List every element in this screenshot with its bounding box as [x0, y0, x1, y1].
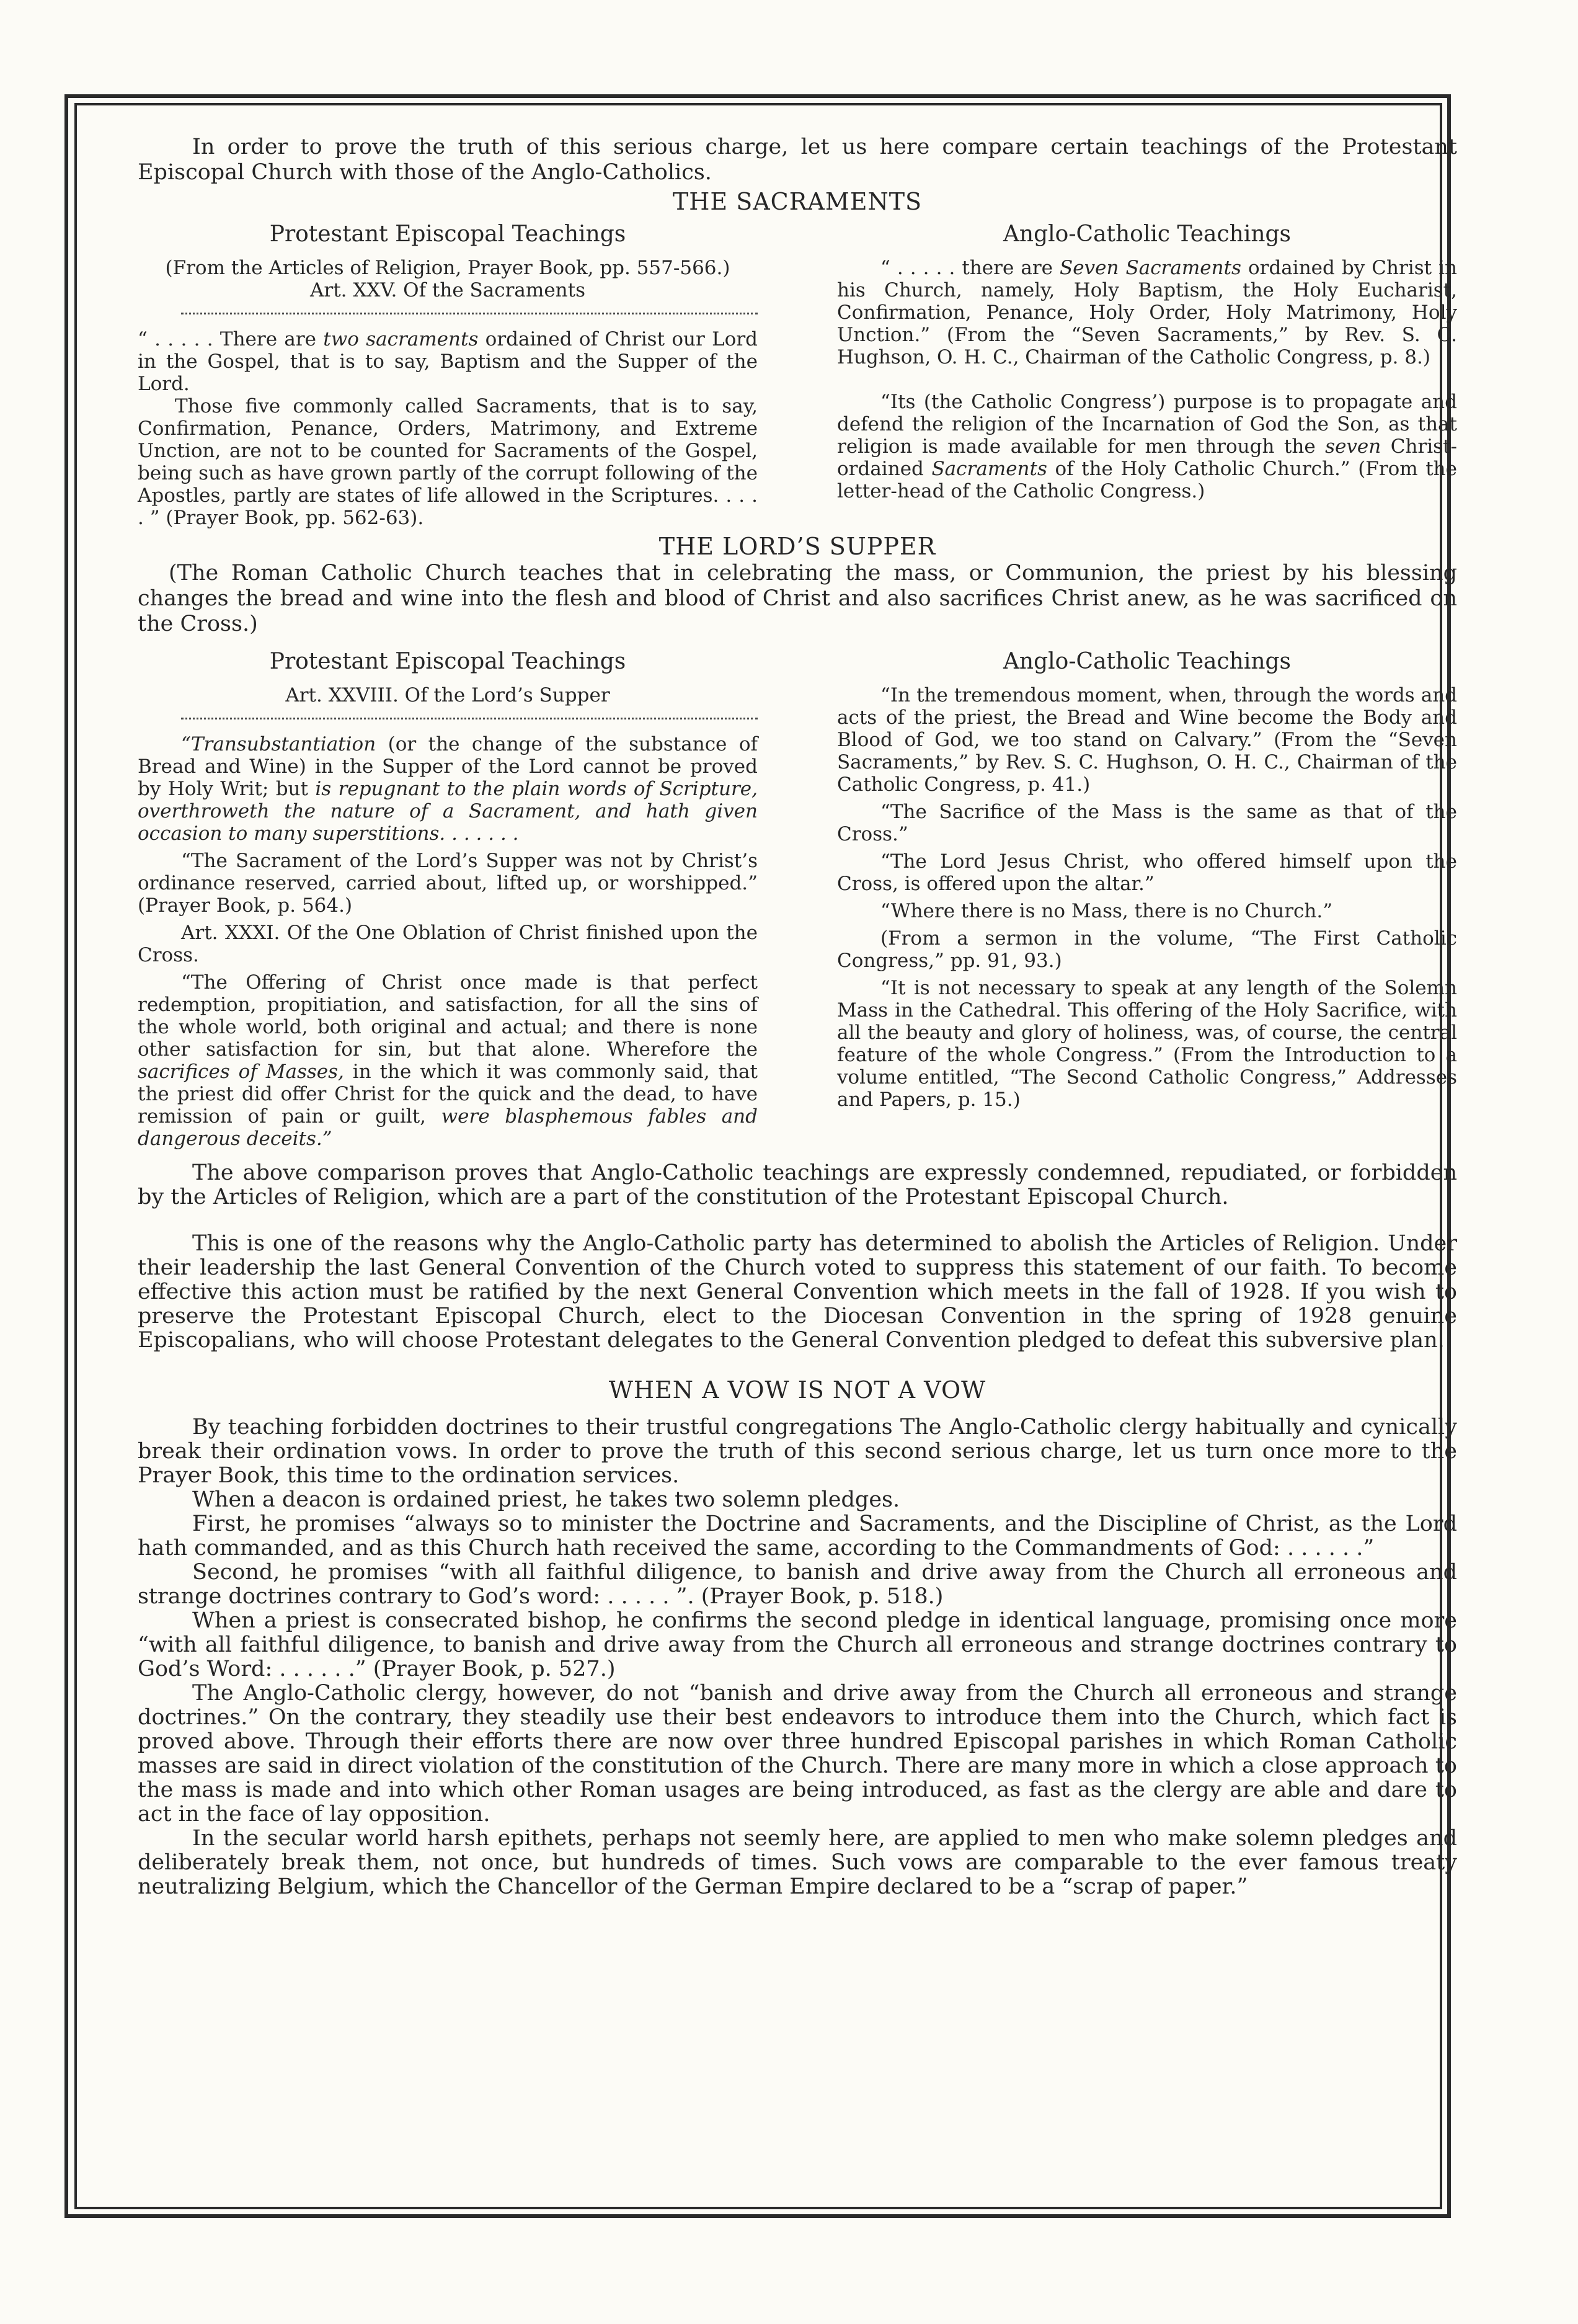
vow-paragraph: When a deacon is ordained priest, he takes two solemn pledges. [192, 1487, 900, 1512]
lords-supper-heading: THE LORD’S SUPPER [658, 533, 936, 560]
abolish-articles-paragraph: This is one of the reasons why the Anglo-Catholic party has determined to abolish the Articles of Religion. Under their leadership the last General Convention of the Church voted to suppress this statement of our faith. To become effective this action must be ratified by the next General Convention which meets in the fall of 1928. If you wish to preserve the Protestant Episcopal Church, elect to the Diocesan Convention in the spring of 1928 genuine Episcopalians, who will choose Protestant delegates to the General Convention pledged to defeat this subversive plan. [138, 1231, 1457, 1353]
anglo-catholic-teachings-title: Anglo-Catholic Teachings [1003, 221, 1292, 247]
sacraments-protestant-column [138, 221, 758, 529]
emphasis: Sacraments [931, 458, 1047, 480]
text: (or the change of the substance of Bread and Wine) in the Supper of the Lord cannot be proved by Holy Writ; but [138, 733, 758, 800]
emphasis: “Transubstantiation [181, 733, 376, 755]
solemn-mass-quote: “It is not necessary to speak at any length of the Solemn Mass in the Cathedral. This offering of the Holy Sacrifice, with all the beauty and glory of holiness, was, of course, the central feature of the whole Congress.” (From the Introduction to a volume entitled, “The Second Catholic Congress,” Addresses and Papers, p. 15.) [837, 977, 1457, 1111]
first-catholic-congress-citation: (From a sermon in the volume, “The First Catholic Congress,” pp. 91, 93.) [837, 927, 1457, 972]
tremendous-moment-quote: “In the tremendous moment, when, through the words and acts of the priest, the Bread and Wine become the Body and Blood of God, we too stand on Calvary.” (From the “Seven Sacraments,” by Rev. S. C. Hughson, O. H. C., Chairman of the Catholic Congress, p. 41.) [837, 684, 1457, 796]
text: of the Holy Catholic Church.” (From the letter-head of the Catholic Congress.) [837, 458, 1457, 502]
anglo-catholic-teachings-title: Anglo-Catholic Teachings [1003, 649, 1292, 674]
transubstantiation-quote [138, 733, 758, 845]
emphasis: seven [1325, 435, 1381, 458]
ellipsis-rule [181, 718, 758, 719]
vow-paragraph: First, he promises “always so to minister the Doctrine and Sacraments, and the Discipline of Christ, as the Lord hath commanded, and as this Church hath received the same, according to the Commandments of God: . . . . . .” [138, 1511, 1457, 1560]
sacrifice-of-mass-quote: “The Sacrifice of the Mass is the same as that of the Cross.” [837, 801, 1457, 845]
lords-supper-anglo-catholic-column [837, 648, 1457, 1155]
article-xxv-quote-2: Those five commonly called Sacraments, that is to say, Confirmation, Penance, Orders, Matrimony, and Extreme Unction, are not to be counted for Sacraments of the Gospel, being such as have grown partly of the corrupt following of the Apostles, partly are states of life allowed in the Scriptures. . . . . ” (Prayer Book, pp. 562-63). [138, 395, 758, 529]
text: ordained by Christ in his Church, namely, Holy Baptism, the Holy Eucharist, Confirmation, Penance, Holy Order, Holy Matrimony, Holy Unction.” (From the “Seven Sacraments,” by Rev. S. C. Hughson, O. H. C., Chairman of the Catholic Congress, p. 8.) [837, 257, 1457, 368]
vow-section [138, 1415, 1457, 1899]
sacrament-not-reserved-quote: “The Sacrament of the Lord’s Supper was not by Christ’s ordinance reserved, carried about, lifted up, or worshipped.” (Prayer Book, p. 564.) [138, 850, 758, 917]
vow-heading: WHEN A VOW IS NOT A VOW [608, 1376, 986, 1404]
text: Christ-ordained [837, 435, 1457, 480]
lords-supper-intro: (The Roman Catholic Church teaches that in celebrating the mass, or Communion, the priest by his blessing changes the bread and wine into the flesh and blood of Christ and also sacrifices Christ anew, as he was sacrificed on the Cross.) [138, 561, 1457, 636]
protestant-teachings-title: Protestant Episcopal Teachings [269, 221, 626, 247]
vow-paragraph: By teaching forbidden doctrines to their trustful congregations The Anglo-Catholic clergy habitually and cynically break their ordination vows. In order to prove the truth of this second serious charge, let us turn once more to the Prayer Book, this time to the ordination services. [138, 1415, 1457, 1488]
sacraments-heading: THE SACRAMENTS [672, 188, 923, 215]
vow-paragraph: Second, he promises “with all faithful diligence, to banish and drive away from the Church all erroneous and strange doctrines contrary to God’s word: . . . . . ”. (Prayer Book, p. 518.) [138, 1560, 1457, 1609]
offering-of-christ-quote [138, 971, 758, 1150]
article-xxv-title: Art. XXV. Of the Sacraments [309, 279, 585, 301]
text: “The Offering of Christ once made is that perfect redemption, propitiation, and satisfaction, for all the sins of the whole world, both original and actual; and there is none other satisfaction for sin, but that alone. Wherefore the [138, 971, 758, 1061]
emphasis: two sacraments [323, 328, 479, 350]
document-body [138, 133, 1457, 1899]
emphasis: sacrifices of Masses, [138, 1061, 344, 1083]
vow-paragraph: The Anglo-Catholic clergy, however, do not “banish and drive away from the Church all erroneous and strange doctrines.” On the contrary, they steadily use their best endeavors to introduce them into the Church, which fact is proved above. Through their efforts there are now over three hundred Episcopal parishes in which Roman Catholic masses are said in direct violation of the constitution of the Church. There are many more in which a close approach to the mass is made and into which other Roman usages are being introduced, as fast as the clergy are able and dare to act in the face of lay opposition. [138, 1681, 1457, 1827]
intro-paragraph: In order to prove the truth of this serious charge, let us here compare certain teachings of the Protestant Episcopal Church with those of the Anglo-Catholics. [138, 135, 1457, 185]
lords-supper-protestant-column [138, 648, 758, 1155]
sacraments-anglo-catholic-column [837, 221, 1457, 529]
vow-paragraph: When a priest is consecrated bishop, he confirms the second pledge in identical language, promising once more “with all faithful diligence, to banish and drive away from the Church all erroneous and strange doctrines contrary to God’s Word: . . . . . .” (Prayer Book, p. 527.) [138, 1608, 1457, 1681]
text: ordained of Christ our Lord in the Gospel, that is to say, Baptism and the Supper of the Lord. [138, 328, 758, 395]
offered-upon-altar-quote: “The Lord Jesus Christ, who offered himself upon the Cross, is offered upon the altar.” [837, 850, 1457, 895]
catholic-congress-purpose-quote [837, 391, 1457, 502]
text: “Its (the Catholic Congress’) purpose is to propagate and defend the religion of the Incarnation of God the Son, as that religion is made available for men through the [837, 391, 1457, 458]
no-mass-no-church-quote: “Where there is no Mass, there is no Church.” [880, 900, 1333, 922]
article-xxviii-title: Art. XXVIII. Of the Lord’s Supper [285, 684, 610, 706]
emphasis: were blasphemous fables and dangerous deceits.” [138, 1105, 758, 1150]
text: “ . . . . . There are [138, 328, 324, 350]
lords-supper-comparison [138, 648, 1457, 1155]
emphasis: is repugnant to the plain words of Scripture, overthroweth the nature of a Sacrament, and hath given occasion to many superstitions. . . . . . . [138, 778, 758, 845]
article-xxv-quote-1 [138, 328, 758, 395]
articles-source: (From the Articles of Religion, Prayer Book, pp. 557-566.) [165, 257, 730, 279]
comparison-conclusion: The above comparison proves that Anglo-Catholic teachings are expressly condemned, repudiated, or forbidden by the Articles of Religion, which are a part of the constitution of the Protestant Episcopal Church. [138, 1160, 1457, 1209]
text: “ . . . . . there are [880, 257, 1060, 279]
article-xxxi-title: Art. XXXI. Of the One Oblation of Christ finished upon the Cross. [138, 922, 758, 966]
emphasis: Seven Sacraments [1060, 257, 1241, 279]
seven-sacraments-quote [837, 257, 1457, 368]
protestant-teachings-title: Protestant Episcopal Teachings [269, 649, 626, 674]
text: in the which it was commonly said, that the priest did offer Christ for the quick and the dead, to have remission of pain or guilt, [138, 1061, 758, 1128]
ellipsis-rule [181, 313, 758, 314]
sacraments-comparison [138, 221, 1457, 529]
vow-paragraph: In the secular world harsh epithets, perhaps not seemly here, are applied to men who make solemn pledges and deliberately break them, not once, but hundreds of times. Such vows are comparable to the ever famous treaty neutralizing Belgium, which the Chancellor of the German Empire declared to be a “scrap of paper.” [138, 1826, 1457, 1899]
